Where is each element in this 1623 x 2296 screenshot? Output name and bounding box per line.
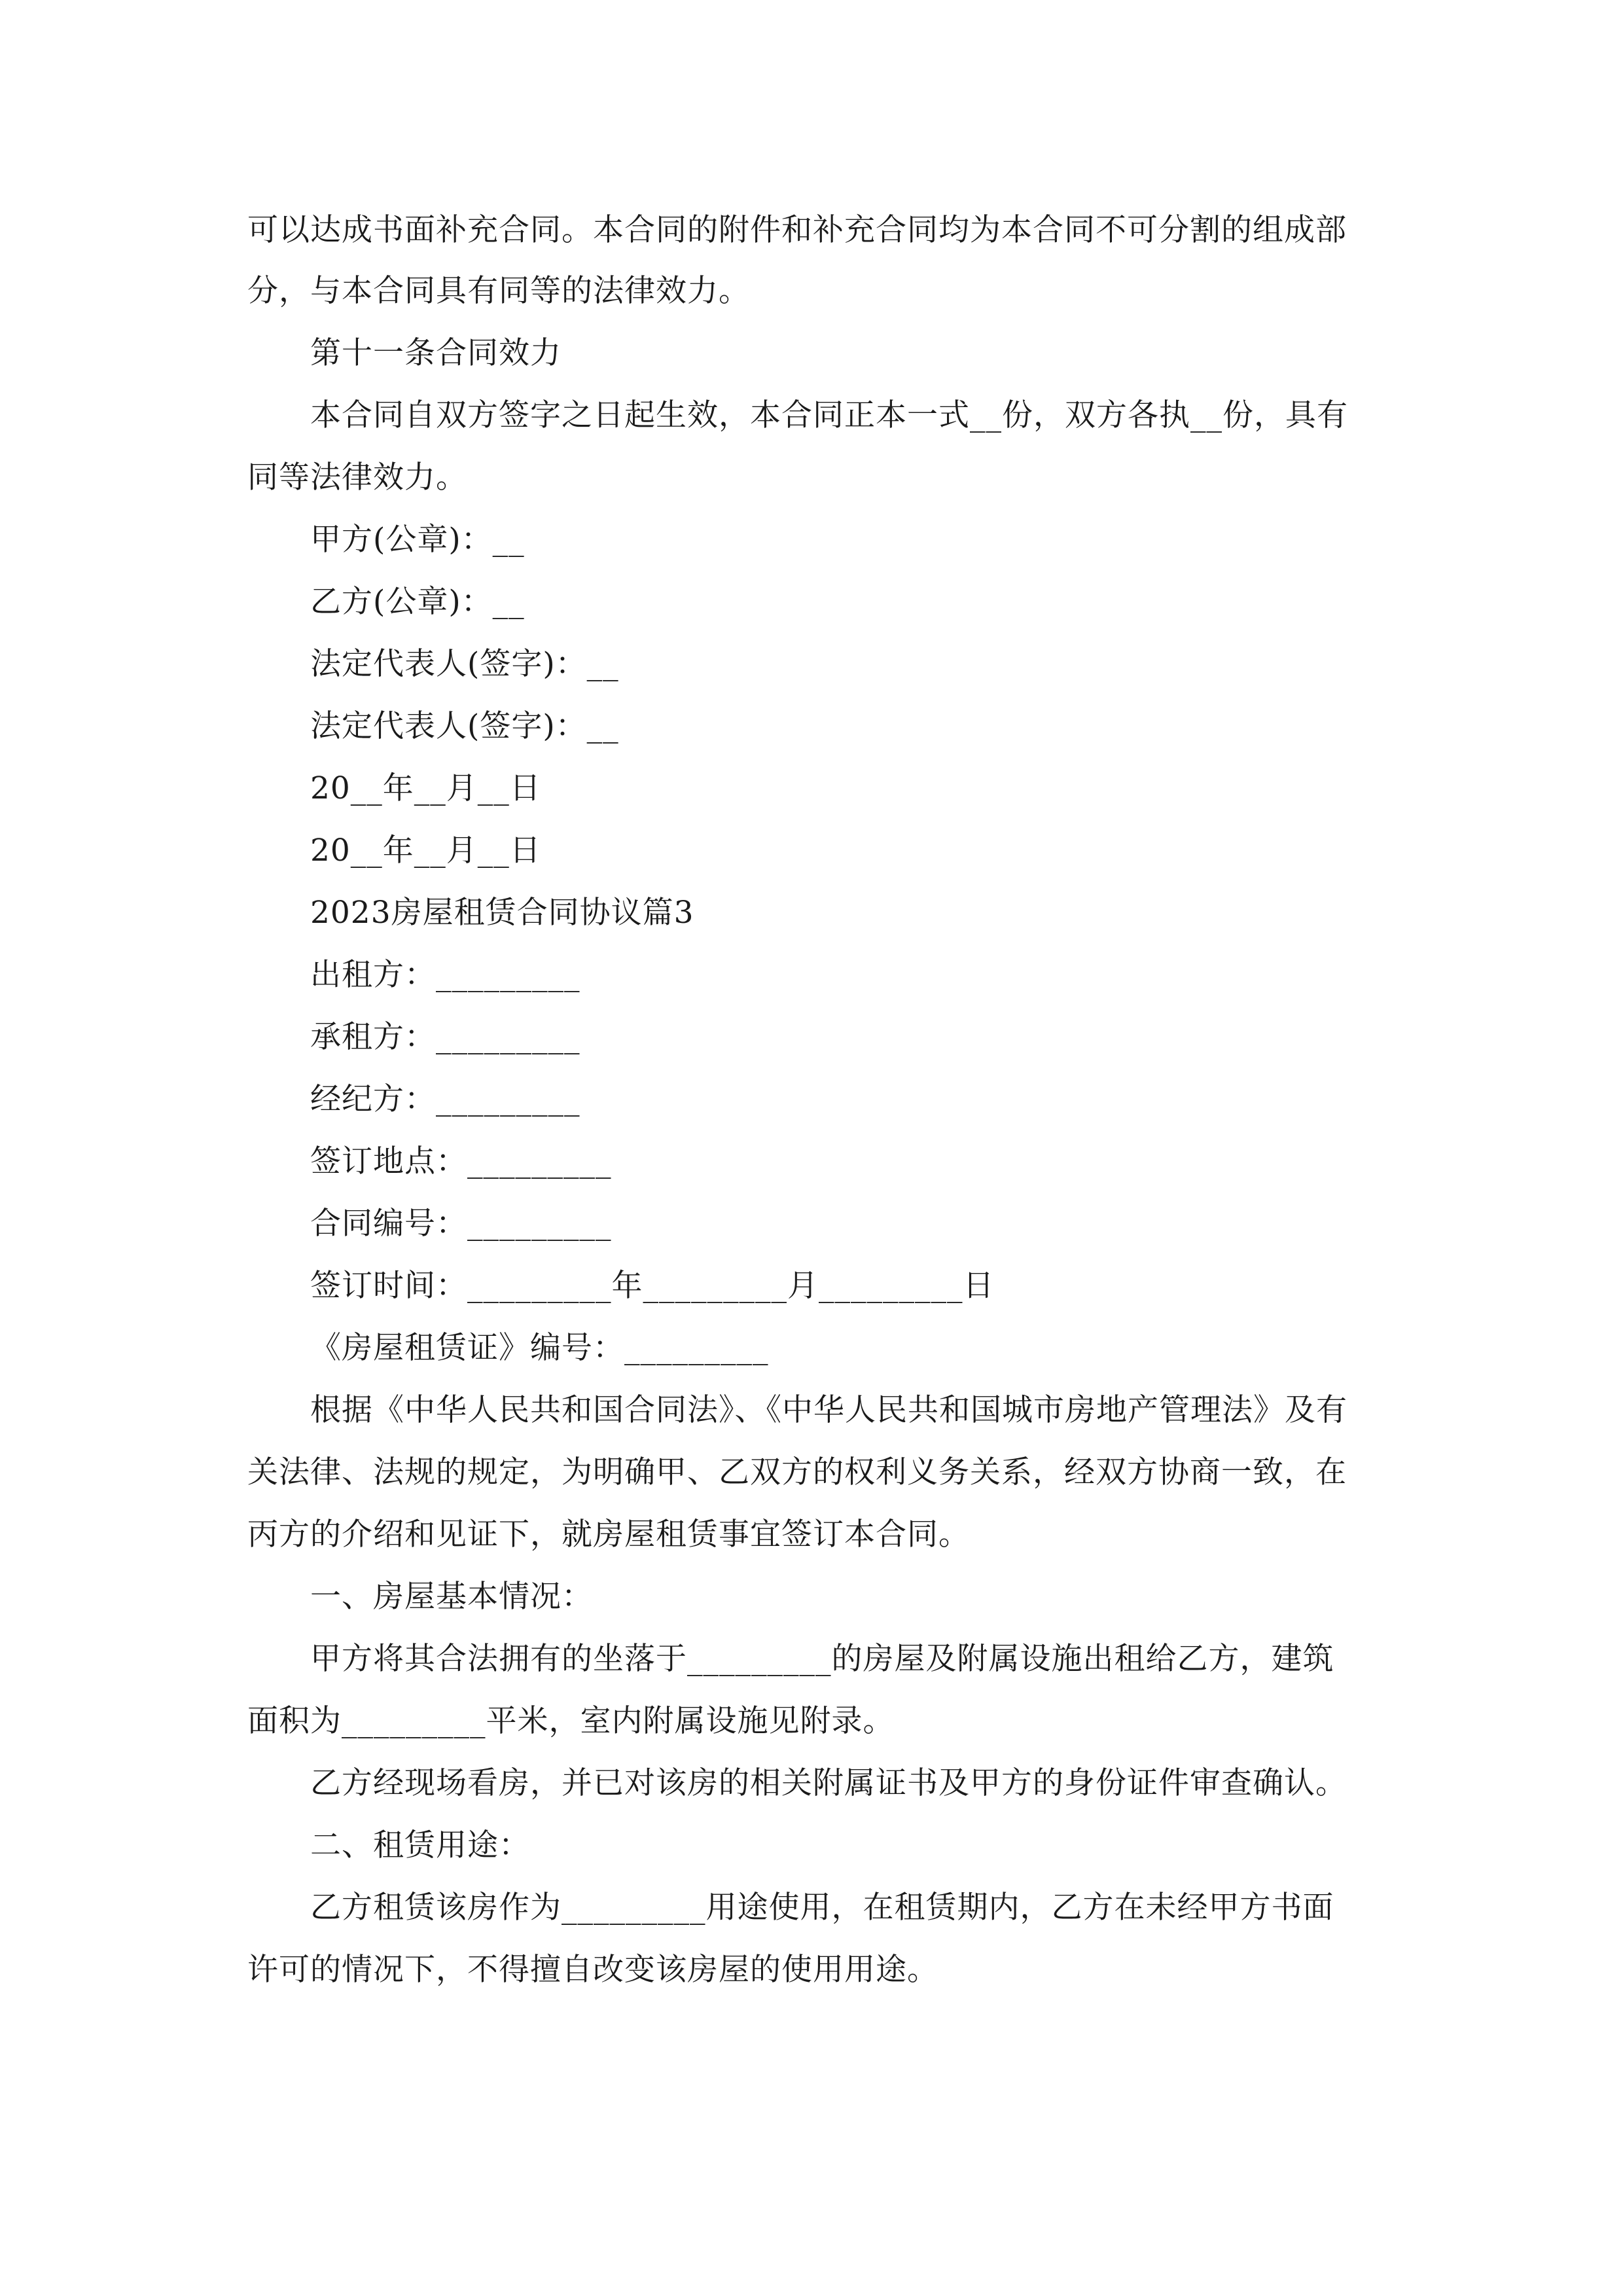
paragraph-line: 丙方的介绍和见证下，就房屋租赁事宜签订本合同。: [247, 1516, 970, 1552]
section-heading: 一、房屋基本情况：: [310, 1579, 593, 1615]
paragraph-line: 乙方经现场看房，并已对该房的相关附属证书及甲方的身份证件审查确认。: [310, 1765, 1347, 1801]
signature-line: 法定代表人(签字)：__: [310, 646, 619, 682]
document-title: 2023房屋租赁合同协议篇3: [310, 895, 694, 931]
form-field-line: 经纪方：_________: [310, 1081, 580, 1117]
paragraph-line: 本合同自双方签字之日起生效，本合同正本一式__份，双方各执__份，具有: [310, 397, 1348, 433]
date-line: 20__年__月__日: [310, 833, 541, 869]
date-line: 20__年__月__日: [310, 770, 541, 806]
form-field-line: 《房屋租赁证》编号：_________: [310, 1330, 769, 1366]
paragraph-line: 同等法律效力。: [247, 459, 467, 495]
paragraph-line: 许可的情况下，不得擅自改变该房屋的使用用途。: [247, 1952, 938, 1988]
form-field-line: 承租方：_________: [310, 1019, 580, 1055]
paragraph-line: 关法律、法规的规定，为明确甲、乙双方的权利义务关系，经双方协商一致，在: [247, 1454, 1347, 1490]
signature-line: 甲方(公章)：__: [310, 522, 525, 558]
section-heading: 第十一条合同效力: [310, 335, 562, 371]
paragraph-line: 根据《中华人民共和国合同法》、《中华人民共和国城市房地产管理法》及有: [310, 1392, 1347, 1428]
paragraph-line: 面积为_________平米，室内附属设施见附录。: [247, 1703, 895, 1739]
form-field-line: 合同编号：_________: [310, 1206, 612, 1242]
paragraph-line: 分，与本合同具有同等的法律效力。: [247, 273, 750, 309]
paragraph-line: 乙方租赁该房作为_________用途使用，在租赁期内，乙方在未经甲方书面: [310, 1890, 1334, 1926]
paragraph-line: 甲方将其合法拥有的坐落于_________的房屋及附属设施出租给乙方，建筑: [310, 1641, 1334, 1677]
form-field-line: 签订时间：_________年_________月_________日: [310, 1268, 995, 1304]
signature-line: 法定代表人(签字)：__: [310, 708, 619, 744]
form-field-line: 出租方：_________: [310, 957, 580, 993]
signature-line: 乙方(公章)：__: [310, 584, 525, 620]
form-field-line: 签订地点：_________: [310, 1143, 612, 1179]
paragraph-line: 可以达成书面补充合同。本合同的附件和补充合同均为本合同不可分割的组成部: [247, 212, 1347, 248]
section-heading: 二、租赁用途：: [310, 1827, 530, 1863]
